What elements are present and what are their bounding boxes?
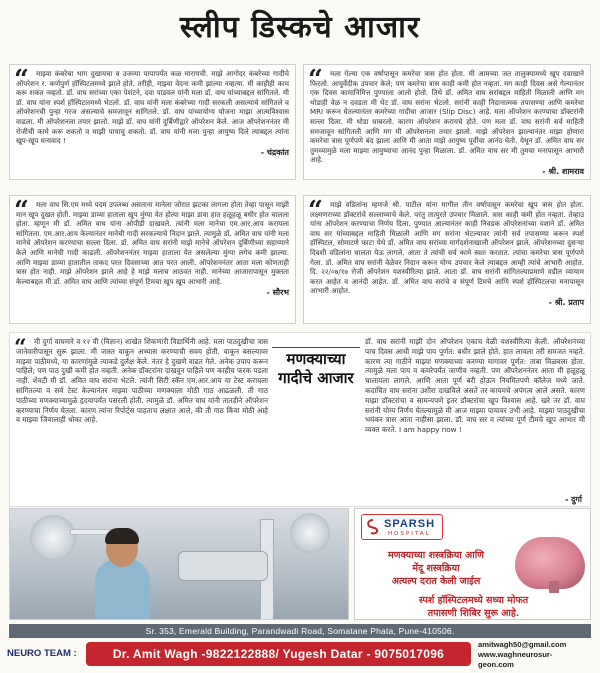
ad-line-1: मणक्याच्या शस्त्रक्रिया आणि (387, 550, 485, 561)
feature-text-right: डॉ. वाघ सरांनी माझी दोन ऑपरेशन एकाच वेळी यशस्वीरित्या केली. ऑपरेशनच्या पाच दिवस आधी माझे पाय पूर्णत: बधीर झाले होते. हात लावला तरी समजत नव्हते. कारण त्या गाठीने माझ्या मणक्याच्या करण्या मागावर पूर्णत: ताबा मिळवला होता. त्यामुळे मला पाय व कमरेपर्यंत जाणीव नव्हती. पण ऑपरेशननंतर आता मी हळूहळू चालायला लागले. आणि आता पूर्ण बरी होऊन नियमितपणे कॉलेज मध्ये जाते. कदाचित वाघ सरांना उशीरा दाखविले असते तर कायमचे अपंगत्व आले असते. कारण माझा डॉक्टरांचा व सामन्यपणे इतर डॉक्टरांचा खूप विश्वास आहे. खरे तर डॉ. वाघ सरांनी योग्य निर्णय घेतल्यामुळे मी आज माझ्या पायावर उभी आहे. माझ्या पाठदुखीचा भयंकर त्रास आता नाहीसा झाला. डॉ. वाघ सर व त्यांच्या पूर्ण टीमचे खूप आभार मी व्यक्त करते. I am happy now ! (365, 337, 585, 435)
testimonial-card-2 (303, 64, 591, 180)
banner-line-2: तपासणी शिबिर सुरू आहे. (427, 607, 520, 619)
testimonial-signature: - श्री. शामराव (542, 166, 584, 176)
quote-mark-icon: “ (308, 196, 323, 226)
testimonial-signature: - श्री. प्रताप (548, 297, 584, 307)
feature-title (272, 347, 360, 388)
surgeon-photo (9, 508, 349, 620)
surgical-lamp-icon (30, 515, 76, 561)
brain-icon (515, 537, 585, 589)
contact-info (478, 640, 596, 670)
sparsh-hospital-ad (354, 508, 591, 620)
testimonial-card-4 (303, 195, 591, 324)
feature-story (9, 332, 591, 507)
logo-text: SPARSH (384, 518, 436, 530)
website-link[interactable] (478, 650, 596, 670)
testimonial-text: मला वाघ सि.एम मध्ये पदम उपलब्ध असताना मानेला जोरात झटका लागला होता तेव्हा पासून माझी मान खूप दुखत होती. माझ्या डाव्या हाताला खूप मुंग्या येत होत्या माझा डावा हात हळूहळू बधीर होत चालला होता. म्हणून मी डॉ. अमित वाघ यांना ओपीडी दाखवले. त्यांनी मला मानेचा एम.आर.आय करायला सांगितला. एम.आर.आय केल्यानंतर मानेची गादी सरकल्याचे निदान झाले. त्यामुळे डॉ. अमित वाघ यांनी मला मानेचे ऑपरेशन करण्याचा सल्ला दिला. डॉ. अमित वाघ सरांनी माझे मानेचे ऑपरेशन दुर्बिणीच्या सहाय्याने केले आणि मानेची गादी काढली. ऑपरेशननंतर माझ्या हाताला येत असलेल्या मुंग्या लगेच कमी झाल्या. आणि माझ्या डाव्या हातातील ताकद परत दिवसाच्या आत परत आली. ऑपरेशननंतर आता मला कोणताही त्रास होत नाही. माझे ऑपरेशन झाले आहे हे माझे मलाच आठवत नाही. मानेच्या आजारापासून मुक्तता केल्याबद्दल मी डॉ. अमित वाघ आणि त्यांच्या संपूर्ण टिमचा खूप खूप आभारी आहे. (16, 200, 289, 286)
testimonial-card-3 (9, 195, 296, 324)
ad-line-3: अत्यल्प दरात केली जाईल (391, 576, 481, 587)
quote-mark-icon: “ (308, 65, 323, 95)
feature-signature: - दुर्गा (565, 495, 582, 504)
quote-mark-icon: “ (14, 65, 29, 95)
title-bar (0, 0, 600, 50)
feature-left-body: मी दुर्गा वाघमारे व १२ वी (विज्ञान) शाखेत शिकणारी विद्यार्थिनी आहे. मला पाठदुखीचा त्रास जानेवारीपासून सुरू झाला. मी जास्त वाकून अभ्यास करण्याची सवय होती. वाकून बसल्यावर माझ्या पाठीमध्ये, या कारणांमुळे त्याकडे दुर्लक्ष केले. नंतर हे दुखणे वाढत गेले. अनेक उपाय करून पाहिले; पण पाठ दुखी कमी होत नव्हती. अनेक डॉक्टरांना दाखवून पाहिले पण काहीच फरक पडला नाही. शेवटी मी डॉ. अमित वाघ सरांना भेटले. त्यांनी सिटी स्कॅन एम.आर.आय या टेस्ट करायला सांगितल्या व सर्व टेस्ट केल्यानंतर माझ्या पाठीच्या मणक्याला मोठी गाठ आढळली. ती गाठ पाठीच्या मणक्याच्यामुळे हृदयापर्यंत पसरली होती. त्यामुळे डॉ. अमित वाघ यांनी तातडीने ऑपरेशन करण्याचा निर्णय घेतला. कारण त्यांना रिपोर्ट्स पाहताच लक्षात आले, की ती गाठ किंवा मोठी आहे व माझ्या जिवालाही धोका आहे. (16, 337, 268, 425)
testimonial-card-1 (9, 64, 296, 180)
quote-mark-icon: “ (14, 196, 29, 226)
website-line-2: geon.com (478, 660, 514, 669)
neuro-team-label: NEURO TEAM : (7, 648, 77, 659)
logo-subtext: HOSPITAL (388, 531, 431, 537)
sparsh-logo (361, 514, 443, 540)
banner-line-1: स्पर्श हॉस्पिटलमध्ये सध्या मोफत (418, 595, 529, 606)
testimonial-text: मला गेल्या एक वर्षापासून कमरेचा त्रास होत होता. मी आमच्या जत तालुक्यामध्ये खूप दवाखाने फिरलो. आयुर्वेदीक उपचार केले; पण कमरेचा त्रास काही कमी होत नव्हता. मग काही दिवस असे गेल्यानंतर एक दिवस कामानिमित्त पुण्याला आलो होतो. तिथे डॉ. अमित वाघ सरांबद्दल माहिती मिळाली आणि मग थोडाही वेळ न दवडता मी थेट डॉ. वाघ सरांना भेटलो. सरांनी काही निदानात्मक तपासण्या आणि कमरेचा MRI करून घेतल्यानंतर कमरेच्या गादीचा आजार (Slip Disc) आहे. मला ऑपरेशन करण्याचा डॉक्टरांनी सल्ला दिला. मी थोडा घाबरलो. कारण ऑपरेशन करायचे होते. पण मला डॉ. वाघ सरांनी सर्व माहिती समजावून सांगितली आणि मग मी ऑपरेशनला तयार झालो. माझे ऑपरेशन झाल्यानंतर माझा होणारा कमरेचा त्रास पूर्णपणे बंद झाला आणि मी आता माझे आयुष्य पूर्वीचा आनंद घेतो. येथून डॉ. अमित वाघ सर तुमच्यामुळे मला माझ्या आयुष्याचा आनंद पुन्हा मिळाला. डॉ. अमित वाघ सर मी तुमचा मनापासून आभारी आहे. (310, 69, 584, 165)
free-camp-banner (355, 593, 591, 620)
quote-mark-icon: “ (14, 335, 27, 361)
testimonial-text: माझ्या कंबरेचा भाग दुखायचा व उजव्या पायापर्यंत कळ मारायची. माझे आगोदर कंबरेच्या गादीचे ऑपरेशन र. कर्णपुर्ण हॉस्पिटलमध्ये झाले होते. तरीही, माझ्या वेदना कमी झाल्या नव्हत्या. मी काहीही काम करू शकत नव्हतो. डॉ. वाघ सरांच्या एका पेशंटने, दवा पाडवल यांनी मला डॉ. वाघ यांच्याबद्दल सांगितले. मी डॉ. वाघ यांना स्पर्श हॉस्पिटलमध्ये भेटलो. डॉ. वाघ यांनी मला कंबरेच्या गादी सरकली असल्याचे सांगितले व ऑपरेशनची पुन्हा गरज असल्याचे समजावून सांगितले. डॉ. वाघ यांच्यायोग्य योजना माझा आत्मविश्वास वाढला. मी ऑपरेशनला तयार झालो. माझे डॉ. वाघ यांनी दुर्बिणीद्वारे ऑपरेशन केले. आज ऑपरेशननंतर मी रोजीची कामे करू शकतो व माझी पायाचु शकतो. डॉ. वाघ यांनी मला पुन्हा आयुष्य दिले त्याबद्दल त्यांना खूप-खूप धन्यवाद ! (16, 69, 289, 146)
feature-title-line1: मणक्याच्या (272, 347, 360, 369)
address-bar: Sr. 353, Emerald Building, Parandwadi Road, Somatane Phata, Pune-410506. (9, 624, 591, 638)
sparsh-logo-icon (366, 519, 380, 535)
testimonial-signature: - चंद्रकांत (260, 147, 289, 157)
doctor-hair (105, 528, 139, 544)
feature-title-line2: गादीचे आजार (278, 369, 354, 387)
website-line-1: www.waghneurosur- (478, 650, 553, 659)
microscope-icon (178, 551, 268, 581)
doctor-contacts: Dr. Amit Wagh -9822122888/ Yugesh Datar - 9075017096 (86, 642, 471, 666)
email-link[interactable]: amitwagh50@gmail.com (478, 640, 567, 649)
ad-services (361, 549, 511, 588)
ad-line-2: मेंदू शस्त्रक्रिया (412, 563, 460, 574)
feature-text-left (16, 337, 268, 425)
doctor-figure (95, 559, 150, 620)
page-title: स्लीप डिस्कचे आजार (179, 9, 421, 45)
testimonial-text: माझे वडिलांना म्हणजे श्री. पाटील यांना मागील तीन वर्षापासून कमरेचा खूप त्रास होत होता. लक्ष्मणराच्या डॉक्टरांचे सल्लाघ्याचे केले. परंतु तात्पुरते उपचार मिळाले. त्रास काही कमी होत नव्हता. तेव्हाउ यांना ऑपरेशन करण्याचा निर्णय दिला. पुण्यात आल्यानंतर काही निवडक ऑपरेशनांच्या यशाने डॉ. अमित वाघ सर यांच्याबद्दल माहिती मिळाली आणि मग सरांना भेटल्यावर त्यांनी सर्व तपासण्या करून स्पर्श हॉस्पिटल, सोमाटणे फाटा येथे डॉ. अमित वाघ सरांच्या मार्गदर्शनाखाली ऑपरेशन झाले. ऑपरेशनच्या दुसऱ्या दिवशी वडिलांना चालता येऊ लागले. आता ते त्यांची सर्व कामे स्वतः करतात. त्यांचा कमरेचा त्रास पूर्णपणे गेला. डॉ. अमित वाघ सरांनी वेळेवर निदान करून योग्य उपचार केले त्याबद्दल आम्ही त्यांचे आभारी आहोत. दि. २२/०७/१७ रोजी ऑपरेशन यशस्वीरित्या झाले. आता डॉ. वाघ सरांनी सांगितल्याप्रमाणे वडील व्यायाम करत आहेत व आनंदी आहेत. डॉ. अमित वाघ सरांचे व संपूर्ण टिमचे आणि स्पर्श हॉस्पिटलचा मनापासून आभारी आहोत. (310, 200, 584, 296)
testimonial-signature: - सौरभ (266, 288, 289, 298)
footer (0, 640, 600, 673)
surgical-lamp-icon (290, 513, 330, 553)
